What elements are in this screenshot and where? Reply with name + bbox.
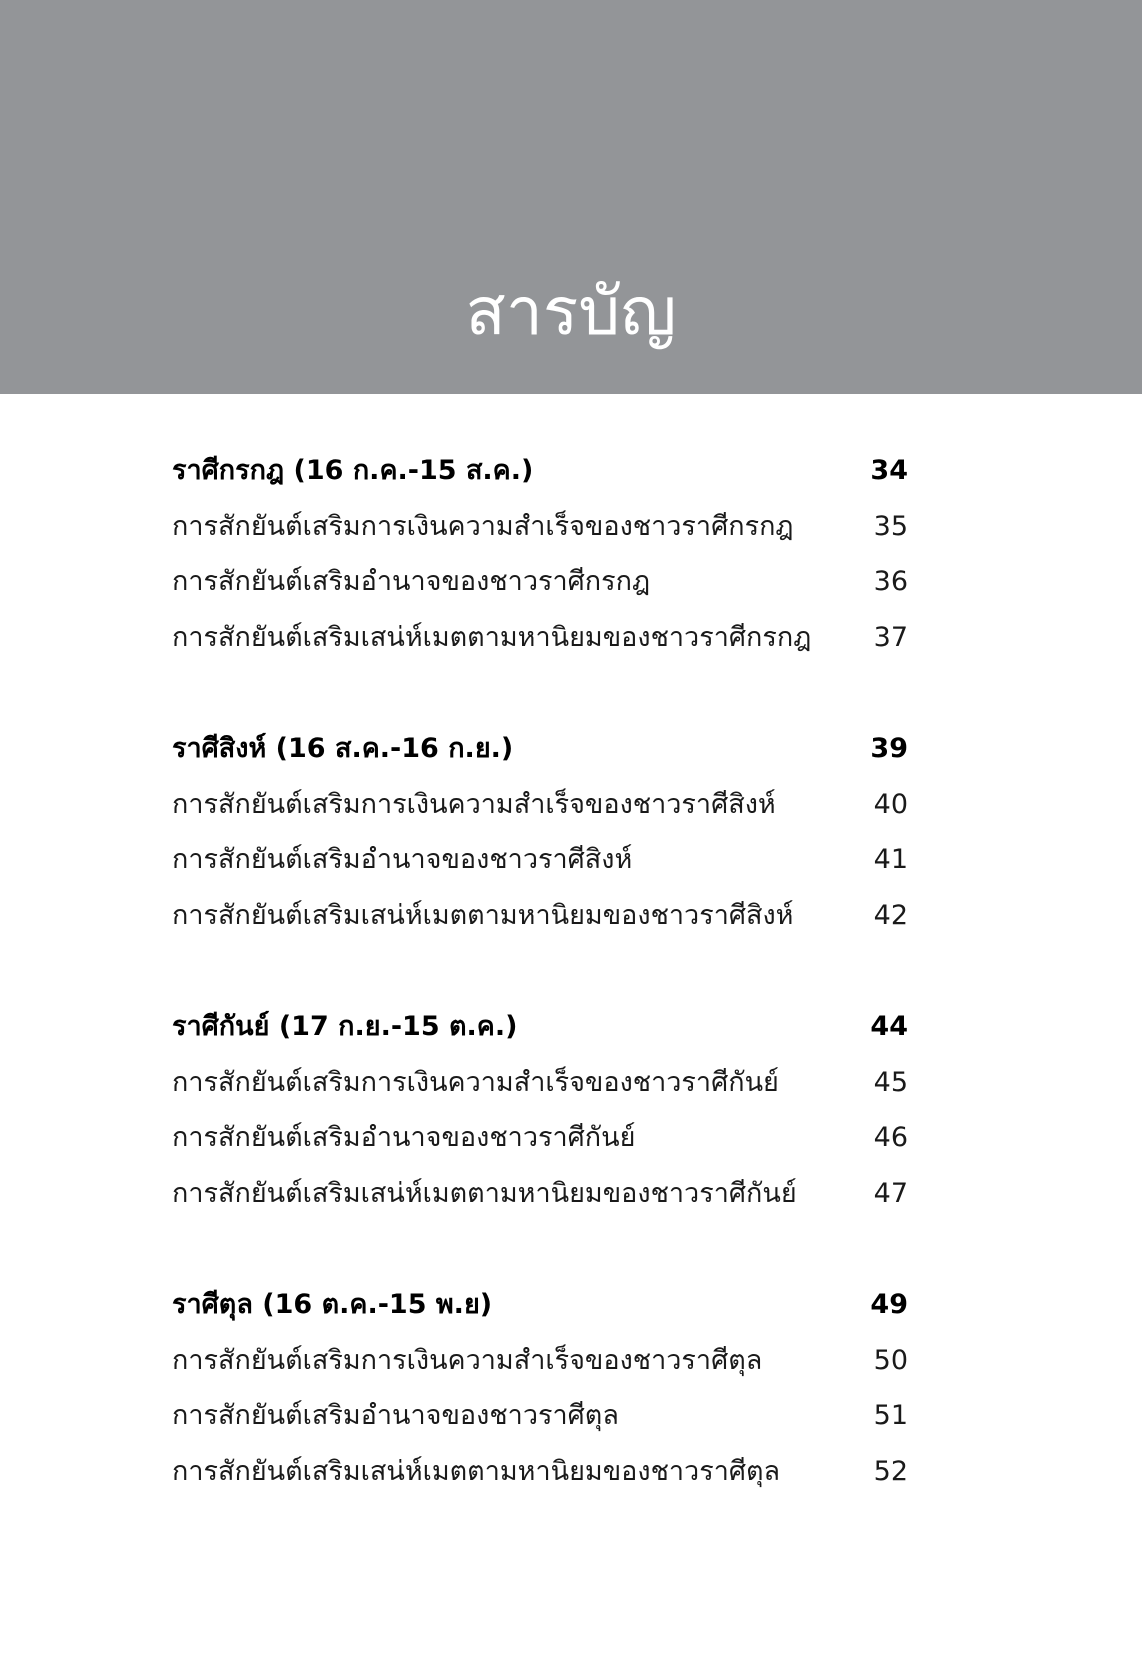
toc-entry-page-number: 45 — [873, 1066, 908, 1098]
toc-entry[interactable] — [172, 554, 908, 610]
toc-entry[interactable] — [172, 888, 908, 944]
toc-section-heading[interactable] — [172, 721, 908, 777]
toc-entry[interactable] — [172, 1110, 908, 1166]
toc-section-heading[interactable] — [172, 443, 908, 499]
toc-heading-title: ราศีสิงห์ (16 ส.ค.-16 ก.ย.) — [172, 733, 514, 764]
toc-entry-title: การสักยันต์เสริมเสน่ห์เมตตามหานิยมของชาวราศีกรกฎ — [172, 621, 812, 653]
toc-entry-title: การสักยันต์เสริมการเงินความสำเร็จของชาวราศีกรกฎ — [172, 510, 794, 542]
toc-heading-page-number: 39 — [870, 733, 908, 764]
page-title: สารบัญ — [465, 273, 677, 350]
toc-entry-page-number: 47 — [873, 1177, 908, 1209]
header-band — [0, 0, 1142, 394]
toc-entry-page-number: 52 — [873, 1455, 908, 1487]
toc-entry-page-number: 46 — [873, 1122, 908, 1153]
toc-heading-title: ราศีกรกฎ (16 ก.ค.-15 ส.ค.) — [172, 455, 534, 486]
toc-section — [172, 1277, 908, 1499]
toc-entry[interactable] — [172, 777, 908, 833]
toc-entry-page-number: 51 — [873, 1400, 908, 1431]
toc-section — [172, 443, 908, 665]
toc-heading-title: ราศีตุล (16 ต.ค.-15 พ.ย) — [172, 1289, 493, 1320]
toc-heading-page-number: 49 — [870, 1289, 908, 1320]
table-of-contents — [172, 443, 908, 1555]
toc-entry-title: การสักยันต์เสริมอำนาจของชาวราศีสิงห์ — [172, 844, 633, 875]
toc-entry-page-number: 42 — [873, 899, 908, 931]
toc-section-heading[interactable] — [172, 999, 908, 1055]
toc-entry-title: การสักยันต์เสริมอำนาจของชาวราศีตุล — [172, 1400, 619, 1431]
toc-entry-title: การสักยันต์เสริมการเงินความสำเร็จของชาวราศีกันย์ — [172, 1066, 779, 1098]
toc-heading-title: ราศีกันย์ (17 ก.ย.-15 ต.ค.) — [172, 1011, 518, 1042]
toc-entry-title: การสักยันต์เสริมเสน่ห์เมตตามหานิยมของชาวราศีตุล — [172, 1455, 781, 1487]
toc-entry[interactable] — [172, 832, 908, 888]
toc-entry-page-number: 35 — [873, 510, 908, 542]
toc-entry-title: การสักยันต์เสริมอำนาจของชาวราศีกันย์ — [172, 1122, 636, 1153]
toc-section — [172, 721, 908, 943]
toc-entry[interactable] — [172, 1055, 908, 1111]
toc-entry-title: การสักยันต์เสริมเสน่ห์เมตตามหานิยมของชาวราศีกันย์ — [172, 1177, 797, 1209]
toc-entry-title: การสักยันต์เสริมการเงินความสำเร็จของชาวราศีสิงห์ — [172, 788, 776, 820]
toc-heading-page-number: 34 — [870, 455, 908, 486]
toc-entry-title: การสักยันต์เสริมอำนาจของชาวราศีกรกฎ — [172, 566, 651, 597]
toc-entry[interactable] — [172, 1333, 908, 1389]
toc-section — [172, 999, 908, 1221]
toc-section-heading[interactable] — [172, 1277, 908, 1333]
toc-entry-page-number: 36 — [873, 566, 908, 597]
toc-entry[interactable] — [172, 1166, 908, 1222]
toc-entry[interactable] — [172, 610, 908, 666]
toc-heading-page-number: 44 — [870, 1011, 908, 1042]
toc-entry[interactable] — [172, 1388, 908, 1444]
toc-entry-title: การสักยันต์เสริมเสน่ห์เมตตามหานิยมของชาวราศีสิงห์ — [172, 899, 794, 931]
toc-entry-page-number: 50 — [873, 1344, 908, 1376]
toc-entry[interactable] — [172, 1444, 908, 1500]
toc-entry-page-number: 40 — [873, 788, 908, 820]
toc-entry[interactable] — [172, 499, 908, 555]
toc-entry-page-number: 37 — [873, 621, 908, 653]
toc-entry-page-number: 41 — [873, 844, 908, 875]
toc-entry-title: การสักยันต์เสริมการเงินความสำเร็จของชาวราศีตุล — [172, 1344, 763, 1376]
